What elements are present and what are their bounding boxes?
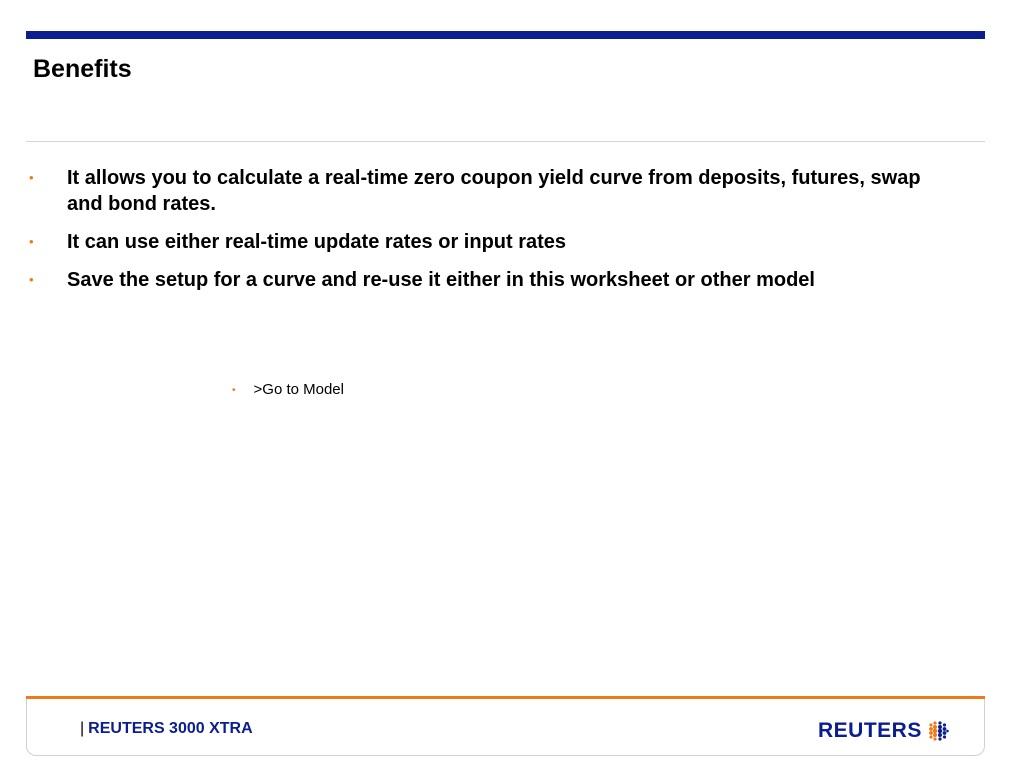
bullet-dot-icon: •: [29, 170, 34, 185]
footer-product-label: [80, 720, 253, 738]
page-title: Benefits: [33, 55, 132, 83]
bullet-text: It can use either real-time update rates or input rates: [67, 231, 567, 253]
bullet-text: Save the setup for a curve and re-use it either in this worksheet or other model: [67, 269, 815, 291]
footer-accent-rule: [26, 696, 985, 699]
bullet-text: It allows you to calculate a real-time zero coupon yield curve from deposits, futures, swap and bond rates.: [67, 167, 921, 215]
go-to-model-link[interactable]: >Go to Model: [253, 381, 344, 398]
bullet-list: [26, 165, 946, 305]
bullet-item: [26, 229, 946, 255]
footer-product-name: REUTERS 3000 XTRA: [88, 720, 253, 737]
footer-separator: |: [80, 720, 85, 737]
reuters-logo: [818, 717, 949, 745]
reuters-dot-globe-icon: [927, 719, 949, 743]
go-to-model-item: [232, 380, 344, 402]
bullet-item: [26, 267, 946, 293]
title-divider: [26, 141, 985, 142]
bullet-dot-icon: •: [29, 234, 34, 249]
bullet-item: [26, 165, 946, 217]
logo-wordmark: REUTERS: [818, 719, 922, 742]
bullet-dot-icon: •: [232, 385, 236, 396]
header-accent-bar: [26, 31, 985, 39]
bullet-dot-icon: •: [29, 272, 34, 287]
